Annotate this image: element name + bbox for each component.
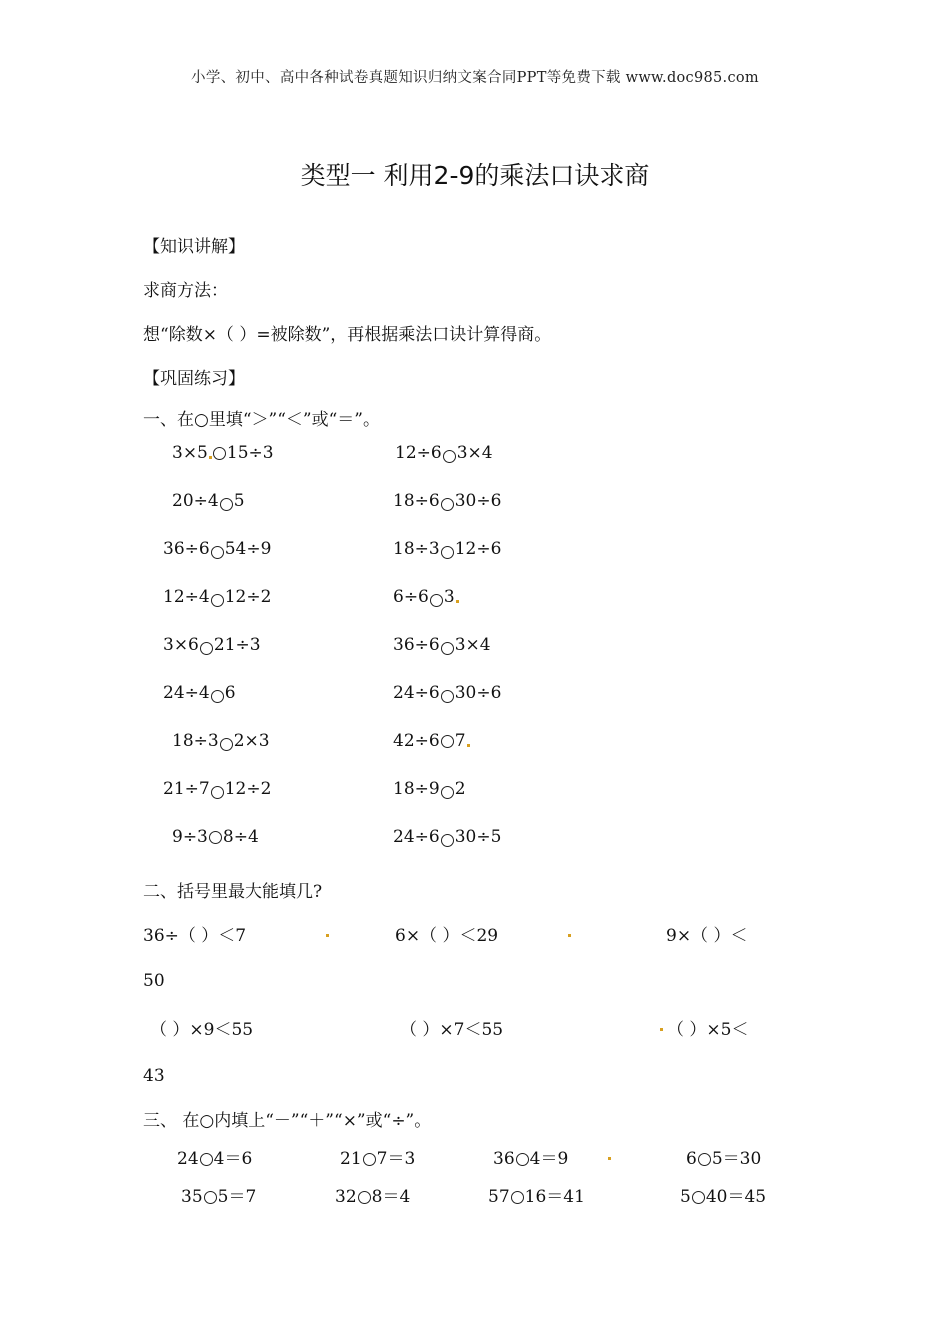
answer-circle[interactable] (516, 1153, 529, 1166)
operator-item: 5 40＝45 (680, 1187, 767, 1207)
compare-item: 18÷6 30÷6 (393, 491, 502, 511)
answer-circle[interactable] (441, 834, 454, 847)
answer-circle[interactable] (220, 498, 233, 511)
compare-item: 18÷9 2 (393, 779, 466, 799)
answer-circle[interactable] (441, 786, 454, 799)
operator-item: 35 5＝7 (181, 1187, 257, 1207)
answer-circle[interactable] (430, 594, 443, 607)
compare-item: 9÷3 8÷4 (172, 827, 259, 847)
compare-item: 21÷7 12÷2 (163, 779, 272, 799)
answer-circle[interactable] (511, 1191, 524, 1204)
answer-circle[interactable] (441, 642, 454, 655)
fill-blank-wrap: 50 (143, 971, 165, 991)
compare-item: 12÷4 12÷2 (163, 587, 272, 607)
answer-circle[interactable] (441, 498, 454, 511)
answer-circle[interactable] (204, 1191, 217, 1204)
compare-item: 3×5 15÷3 (172, 443, 274, 463)
answer-circle[interactable] (213, 447, 226, 460)
answer-circle[interactable] (443, 450, 456, 463)
method-text: 想“除数×（ ）=被除数”，再根据乘法口诀计算得商。 (143, 325, 552, 345)
compare-item: 36÷6 54÷9 (163, 539, 272, 559)
answer-circle[interactable] (211, 546, 224, 559)
knowledge-heading: 【知识讲解】 (143, 237, 245, 257)
answer-circle[interactable] (200, 1153, 213, 1166)
answer-circle[interactable] (698, 1153, 711, 1166)
compare-item: 3×6 21÷3 (163, 635, 261, 655)
mark-dot (660, 1028, 663, 1031)
operator-item: 6 5＝30 (686, 1149, 762, 1169)
compare-item: 42÷6 7 (393, 731, 470, 751)
fill-blank-item[interactable]: （ ）×9＜55 (150, 1020, 254, 1040)
answer-circle[interactable] (441, 690, 454, 703)
mark-dot (467, 744, 470, 747)
page-header: 小学、初中、高中各种试卷真题知识归纳文案合同PPT等免费下载 www.doc985.com (191, 70, 759, 86)
compare-item: 20÷4 5 (172, 491, 245, 511)
answer-circle[interactable] (441, 546, 454, 559)
compare-item: 24÷4 6 (163, 683, 236, 703)
mark-dot (568, 934, 571, 937)
mark-dot (326, 934, 329, 937)
compare-item: 12÷6 3×4 (395, 443, 493, 463)
fill-blank-item[interactable]: 6×（ ）＜29 (395, 926, 499, 946)
compare-item: 24÷6 30÷6 (393, 683, 502, 703)
answer-circle[interactable] (692, 1191, 705, 1204)
mark-dot (608, 1157, 611, 1160)
operator-item: 32 8＝4 (335, 1187, 411, 1207)
practice-heading: 【巩固练习】 (143, 369, 245, 389)
operator-item: 24 4＝6 (177, 1149, 253, 1169)
compare-item: 24÷6 30÷5 (393, 827, 502, 847)
compare-item: 6÷6 3 (393, 587, 459, 607)
answer-circle[interactable] (220, 738, 233, 751)
fill-blank-wrap: 43 (143, 1066, 165, 1086)
mark-dot (456, 600, 459, 603)
operator-item: 57 16＝41 (488, 1187, 585, 1207)
method-label: 求商方法： (143, 281, 228, 301)
answer-circle[interactable] (211, 690, 224, 703)
compare-item: 36÷6 3×4 (393, 635, 491, 655)
answer-circle[interactable] (211, 786, 224, 799)
answer-circle[interactable] (358, 1191, 371, 1204)
answer-circle[interactable] (363, 1153, 376, 1166)
answer-circle[interactable] (211, 594, 224, 607)
mark-dot (209, 456, 212, 459)
section3-title: 三、 在○内填上“－”“＋”“×”或“÷”。 (143, 1111, 432, 1131)
section1-title: 一、在○里填“＞”“＜”或“＝”。 (143, 410, 380, 430)
compare-item: 18÷3 2×3 (172, 731, 270, 751)
operator-item: 36 4＝9 (493, 1149, 569, 1169)
section2-title: 二、括号里最大能填几? (143, 882, 323, 902)
fill-blank-item[interactable]: （ ）×7＜55 (400, 1020, 504, 1040)
fill-blank-item[interactable]: 9×（ ）＜ (666, 926, 748, 946)
fill-blank-item[interactable]: （ ）×5＜ (667, 1020, 749, 1040)
answer-circle[interactable] (209, 831, 222, 844)
operator-item: 21 7＝3 (340, 1149, 416, 1169)
answer-circle[interactable] (441, 735, 454, 748)
compare-item: 18÷3 12÷6 (393, 539, 502, 559)
page-title: 类型一 利用2-9的乘法口诀求商 (300, 161, 650, 190)
answer-circle[interactable] (200, 642, 213, 655)
fill-blank-item[interactable]: 36÷（ ）＜7 (143, 926, 247, 946)
